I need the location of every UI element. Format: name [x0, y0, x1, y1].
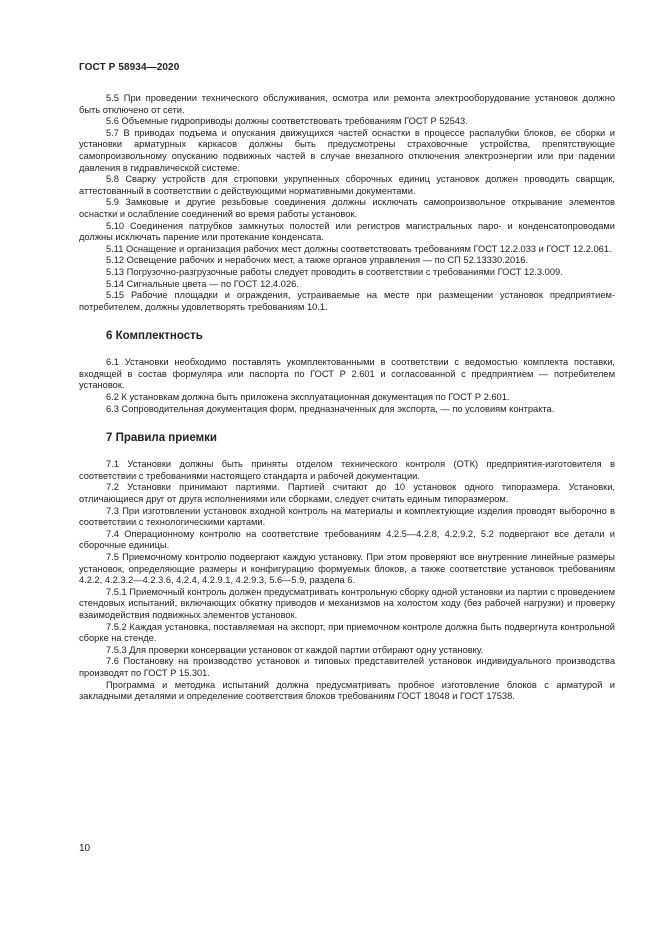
- paragraph: Программа и методика испытаний должна предусматривать пробное изготовление блоков с арматурой и закладными деталями и определение соответствия блоков требованиям ГОСТ 18048 и ГОСТ 17538.: [79, 679, 615, 702]
- paragraph: 6.2 К установкам должна быть приложена эксплуатационная документация по ГОСТ Р 2.601.: [106, 392, 510, 403]
- paragraph: 5.13 Погрузочно-разгрузочные работы следует проводить в соответствии с требованиями ГОСТ 12.3.009.: [106, 266, 563, 277]
- paragraph: 7.1 Установки должны быть приняты отделом технического контроля (ОТК) предприятия-изготовителя в соответствии с требованиями настоящего стандарта и рабочей документации.: [79, 459, 615, 481]
- paragraph: 7.5 Приемочному контролю подвергают каждую установку. При этом проверяют все внутренние линейные размеры установок, определяющие размеры и конфигурацию формуемых блоков, а также соответствие установок требованиям 4.2.2, 4.2.3.2—4.2.3.6, 4.2.4, 4.2.9.1, 4.2.9.3, 5.6—5.9, раздела 6.: [79, 552, 615, 586]
- paragraph: 7.3 При изготовлении установок входной контроль на материалы и комплектующие изделия проводят выборочно в соответствии с технологическими картами.: [79, 505, 615, 528]
- section-6: [79, 357, 615, 415]
- paragraph: 6.1 Установки необходимо поставлять укомплектованными в соответствии с ведомостью комплекта поставки, входящей в состав формуляра или паспорта по ГОСТ Р 2.601 и согласованной с предприятием — потребителем установок.: [79, 357, 615, 391]
- paragraph: 7.5.3 Для проверки консервации установок от каждой партии отбирают одну установку.: [106, 644, 484, 655]
- section-6-heading: 6 Комплектность: [106, 330, 203, 343]
- section-7: [79, 459, 615, 702]
- page-number: 10: [79, 843, 91, 854]
- section-5-continuation: [79, 93, 615, 313]
- paragraph: 7.2 Установки принимают партиями. Партией считают до 10 установок одного типоразмера. Установки, отличающиеся друг от друга исполнениями или сборками, следует считать единым типоразмером.: [79, 482, 615, 505]
- paragraph: 7.5.1 Приемочный контроль должен предусматривать контрольную сборку одной установки из партии с проведением стендовых испытаний, включающих обкатку приводов и механизмов на холостом ходу (без рабочей нагрузки) и проверку взаимодействия подвижных элементов установок.: [79, 586, 615, 620]
- paragraph: 5.7 В приводах подъема и опускания движущихся частей оснастки в процессе распалубки блоков, ее сборки и установки арматурных каркасов должны быть предусмотрены страховочные устройства, препятствующие самопроизвольному опусканию подвижных частей в случае внезапного отключения электроэнергии или при падении давления в гидравлической системе.: [79, 127, 615, 173]
- paragraph: 5.11 Оснащение и организация рабочих мест должны соответствовать требованиям ГОСТ 12.2.033 и ГОСТ 12.2.061.: [106, 243, 612, 254]
- section-7-heading: 7 Правила приемки: [106, 432, 217, 445]
- paragraph: 5.14 Сигнальные цвета — по ГОСТ 12.4.026.: [106, 278, 299, 289]
- document-body: [79, 93, 615, 703]
- paragraph: 5.15 Рабочие площадки и ограждения, устраиваемые на месте при размещении установок предприятием-потребителем, должны удовлетворять требованиям 10.1.: [79, 290, 615, 312]
- paragraph: 5.8 Сварку устройств для строповки укрупненных сборочных единиц установок должен проводить сварщик, аттестованный в соответствии с действующими нормативными документами.: [79, 174, 615, 196]
- paragraph: 5.9 Замковые и другие резьбовые соединения должны исключать самопроизвольное открывание элементов оснастки и ослабление соединений во время работы установок.: [79, 197, 615, 219]
- paragraph: 6.3 Сопроводительная документация форм, предназначенных для экспорта, — по условиям контракта.: [106, 403, 555, 414]
- paragraph: 7.5.2 Каждая установка, поставляемая на экспорт, при приемочном контроле должна быть подвергнута контрольной сборке на стенде.: [79, 621, 615, 644]
- document-code-header: ГОСТ Р 58934—2020: [79, 62, 180, 73]
- paragraph: 5.5 При проведении технического обслуживания, осмотра или ремонта электрооборудование установок должно быть отключено от сети.: [79, 93, 615, 115]
- paragraph: 5.12 Освещение рабочих и нерабочих мест, а также органов управления — по СП 52.13330.2016.: [106, 255, 529, 266]
- paragraph: 5.6 Объемные гидроприводы должны соответствовать требованиям ГОСТ Р 52543.: [106, 116, 468, 127]
- paragraph: 5.10 Соединения патрубков замкнутых полостей или регистров магистральных паро- и конденсатопроводами должны исключать парение или протекание конденсата.: [79, 220, 615, 243]
- paragraph: 7.6 Постановку на производство установок и типовых представителей установок индивидуального производства производят по ГОСТ Р 15.301.: [79, 656, 615, 678]
- paragraph: 7.4 Операционному контролю на соответствие требованиям 4.2.5—4.2.8, 4.2.9.2, 5.2 подвергают все детали и сборочные единицы.: [79, 528, 615, 551]
